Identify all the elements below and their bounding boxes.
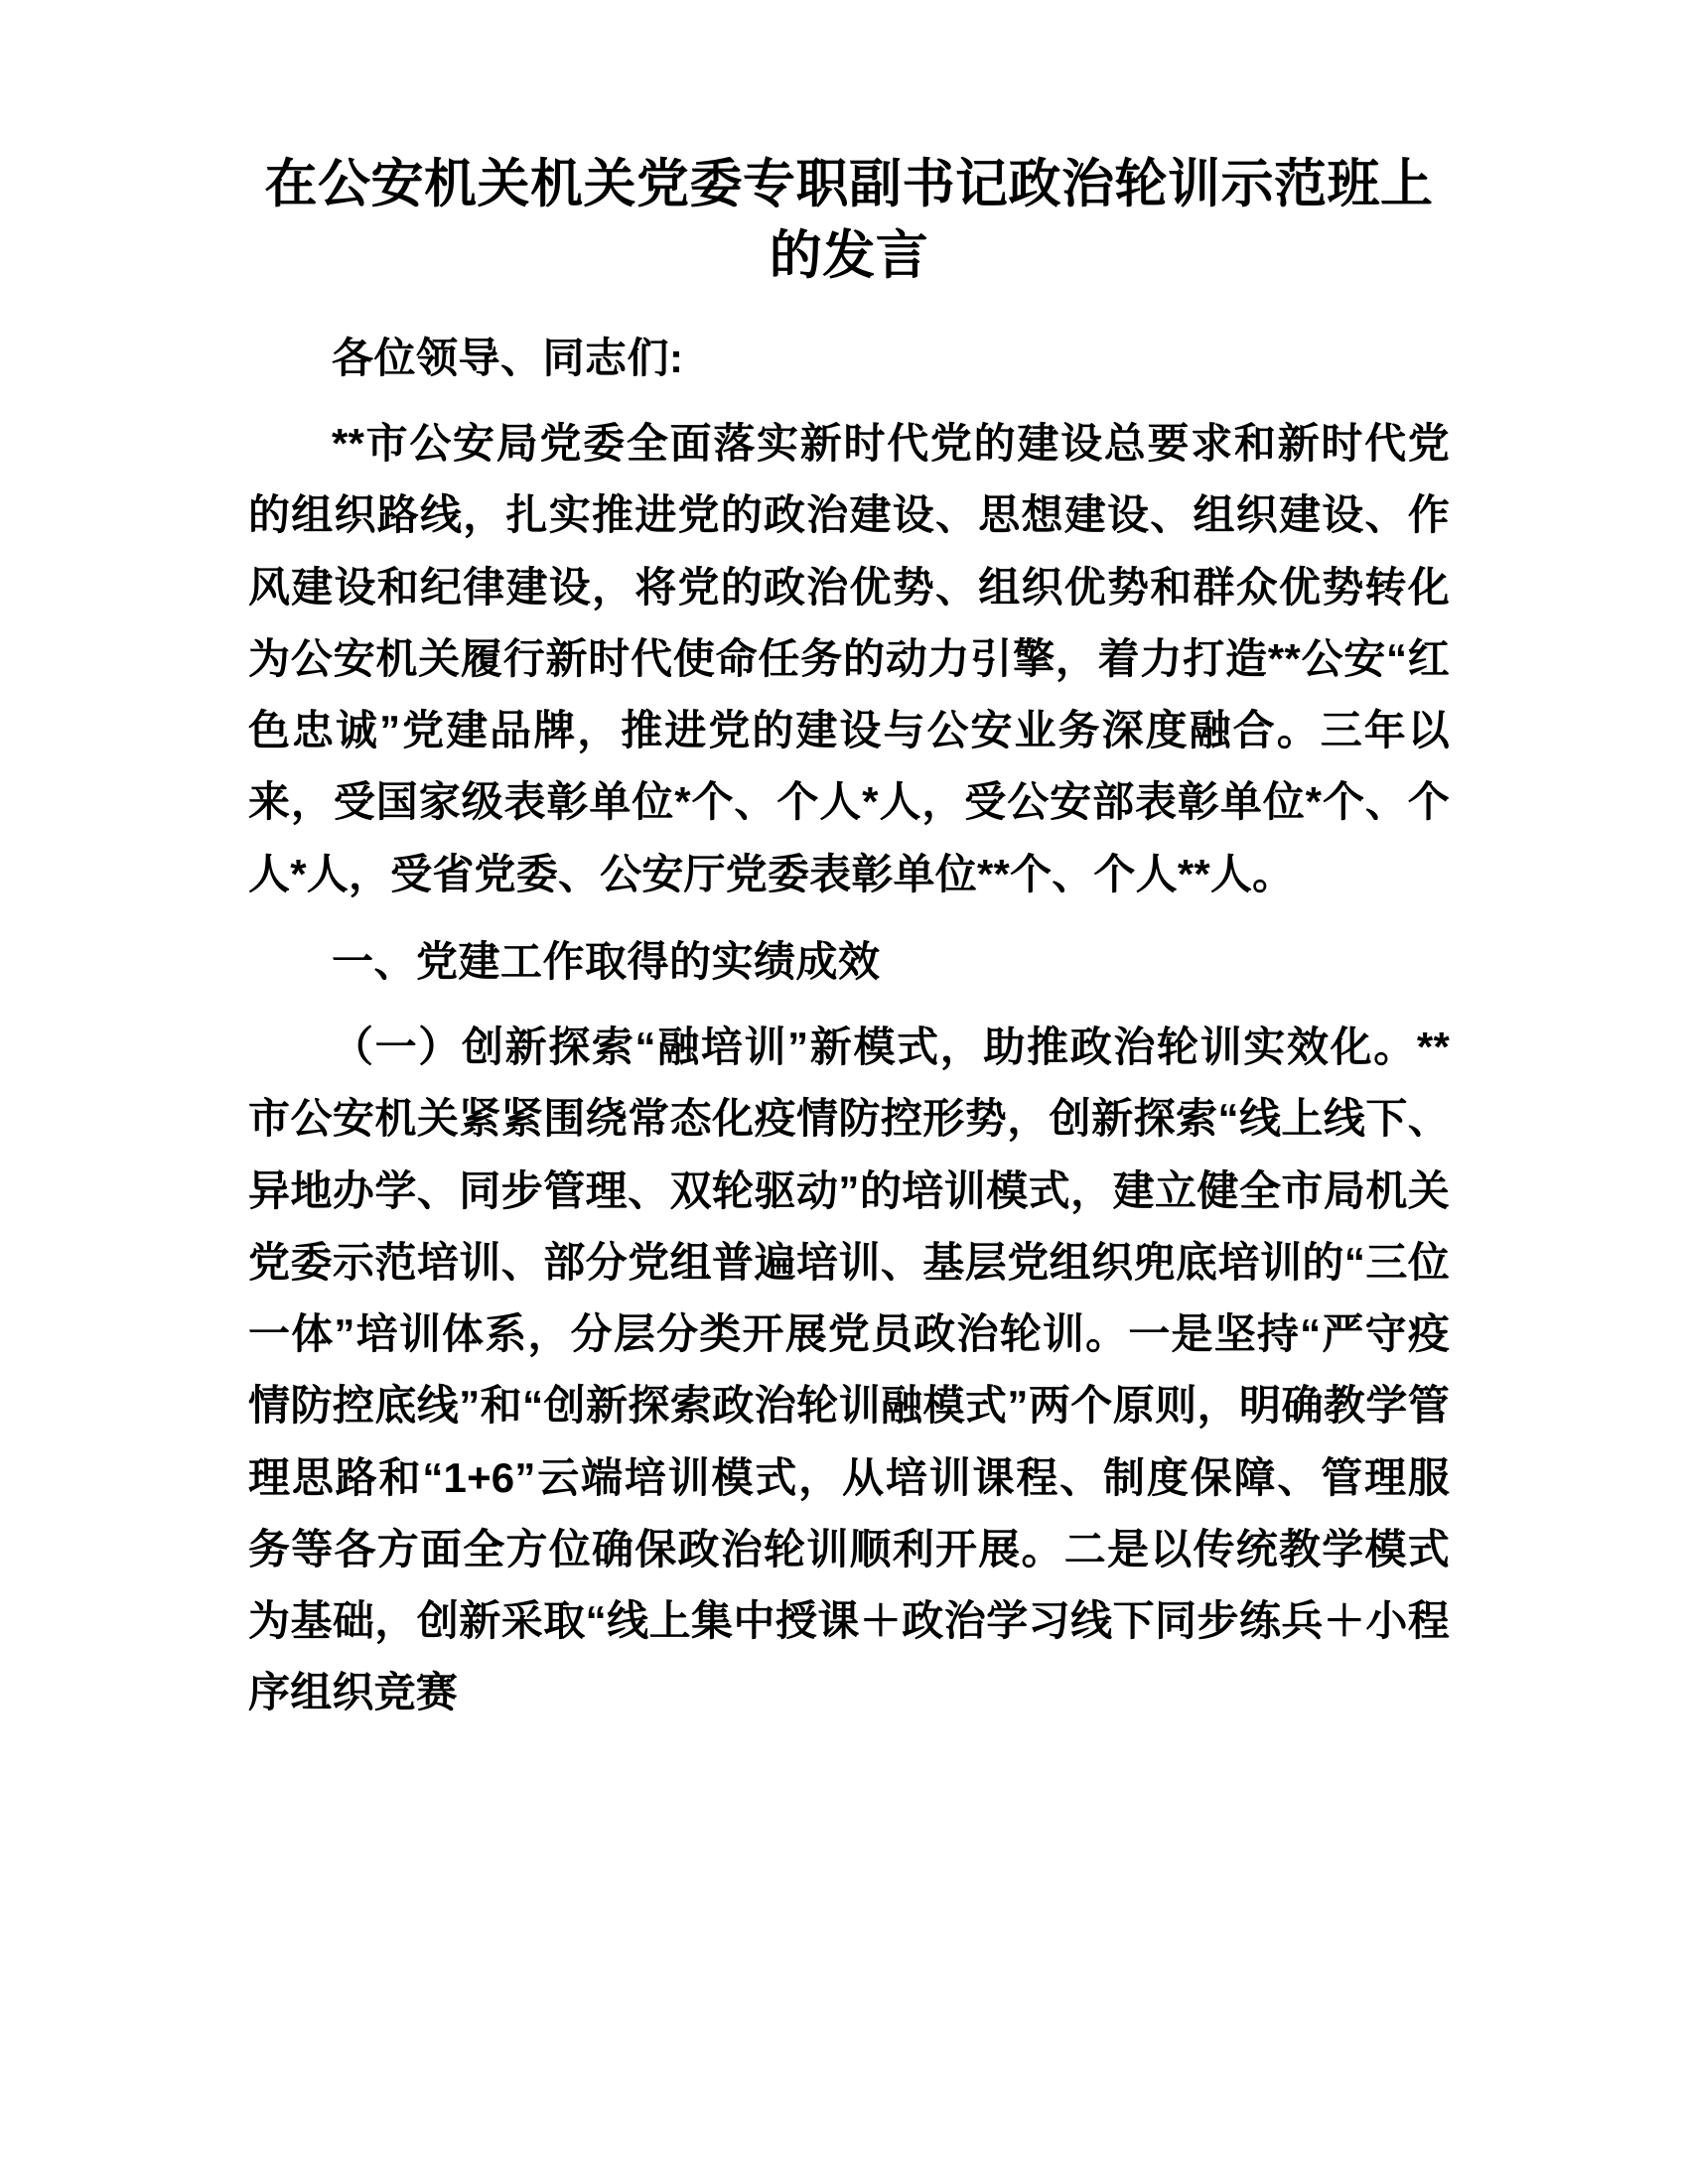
subsection-paragraph-one: （一）创新探索“融培训”新模式，助推政治轮训实效化。**市公安机关紧紧围绕常态化疫情防控形势，创新探索“线上线下、异地办学、同步管理、双轮驱动”的培训模式，建立健全市局机关党委示范培训、部分党组普遍培训、基层党组织兜底培训的“三位一体”培训体系，分层分类开展党员政治轮训。一是坚持“严守疫情防控底线”和“创新探索政治轮训融模式”两个原则，明确教学管理思路和“1+6”云端培训模式，从培训课程、制度保障、管理服务等各方面全方位确保政治轮训顺利开展。二是以传统教学模式为基础，创新采取“线上集中授课＋政治学习线下同步练兵＋小程序组织竞赛 (248, 1024, 1450, 1716)
salutation-line: 各位领导、同志们: (332, 335, 684, 382)
page-title: 在公安机关机关党委专职副书记政治轮训示范班上的发言 (264, 155, 1434, 286)
section-heading-one: 一、党建工作取得的实绩成效 (332, 937, 881, 985)
intro-paragraph: **市公安局党委全面落实新时代党的建设总要求和新时代党的组织路线，扎实推进党的政治建设、思想建设、组织建设、作风建设和纪律建设，将党的政治优势、组织优势和群众优势转化为公安机关履行新时代使命任务的动力引擎，着力打造**公安“红色忠诚”党建品牌，推进党的建设与公安业务深度融合。三年以来，受国家级表彰单位*个、个人*人，受公安部表彰单位*个、个人*人，受省党委、公安厅党委表彰单位**个、个人**人。 (248, 420, 1450, 897)
